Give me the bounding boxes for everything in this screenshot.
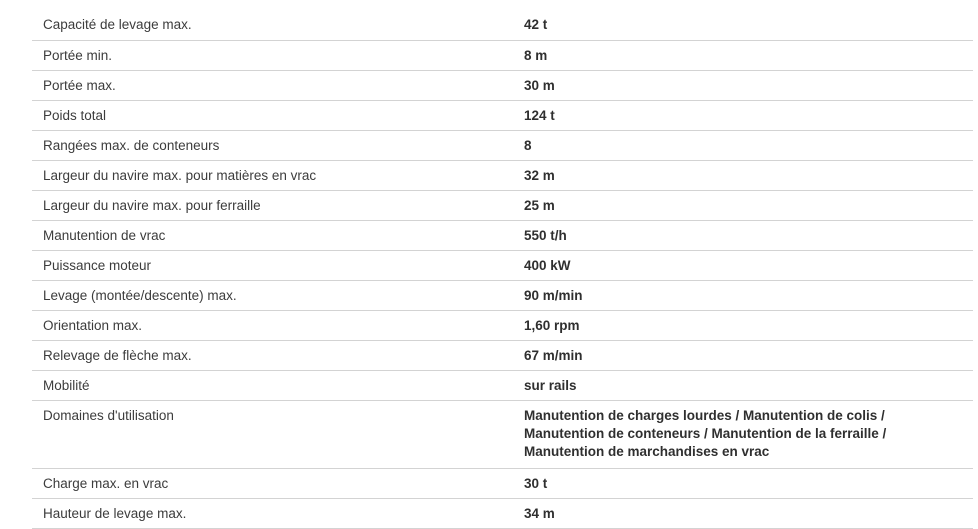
spec-value: 42 t — [513, 10, 973, 40]
spec-row — [32, 70, 973, 100]
spec-value: 67 m/min — [513, 340, 973, 370]
spec-row — [32, 400, 973, 468]
spec-row — [32, 310, 973, 340]
specifications-table — [32, 10, 973, 529]
spec-row — [32, 160, 973, 190]
spec-label: Portée min. — [32, 40, 513, 70]
spec-value: 32 m — [513, 160, 973, 190]
spec-label: Mobilité — [32, 370, 513, 400]
spec-row — [32, 220, 973, 250]
spec-label: Poids total — [32, 100, 513, 130]
spec-row — [32, 468, 973, 498]
spec-value: 550 t/h — [513, 220, 973, 250]
spec-label: Relevage de flèche max. — [32, 340, 513, 370]
spec-value: 90 m/min — [513, 280, 973, 310]
spec-label: Rangées max. de conteneurs — [32, 130, 513, 160]
spec-label: Hauteur de levage max. — [32, 498, 513, 528]
spec-row — [32, 190, 973, 220]
spec-row — [32, 130, 973, 160]
spec-label: Largeur du navire max. pour matières en vrac — [32, 160, 513, 190]
spec-row — [32, 100, 973, 130]
spec-label: Orientation max. — [32, 310, 513, 340]
spec-value: 1,60 rpm — [513, 310, 973, 340]
spec-label: Levage (montée/descente) max. — [32, 280, 513, 310]
spec-row — [32, 340, 973, 370]
spec-label: Portée max. — [32, 70, 513, 100]
spec-value-line: Manutention de charges lourdes / Manutention de colis / — [524, 407, 885, 423]
spec-value-line: Manutention de conteneurs / Manutention de la ferraille / — [524, 425, 887, 441]
spec-value: 124 t — [513, 100, 973, 130]
spec-value: 34 m — [513, 498, 973, 528]
spec-value: 25 m — [513, 190, 973, 220]
spec-label: Manutention de vrac — [32, 220, 513, 250]
spec-value: 400 kW — [513, 250, 973, 280]
spec-value: 30 m — [513, 70, 973, 100]
spec-label: Puissance moteur — [32, 250, 513, 280]
spec-value: 30 t — [513, 468, 973, 498]
spec-row — [32, 280, 973, 310]
spec-row — [32, 250, 973, 280]
spec-value-multiline — [513, 400, 973, 468]
spec-label: Largeur du navire max. pour ferraille — [32, 190, 513, 220]
spec-row — [32, 10, 973, 40]
spec-value-line: Manutention de marchandises en vrac — [524, 443, 770, 459]
spec-label: Charge max. en vrac — [32, 468, 513, 498]
spec-row — [32, 370, 973, 400]
spec-value: sur rails — [513, 370, 973, 400]
spec-label: Domaines d'utilisation — [32, 400, 513, 468]
spec-row — [32, 498, 973, 528]
spec-value: 8 — [513, 130, 973, 160]
spec-label: Capacité de levage max. — [32, 10, 513, 40]
spec-value: 8 m — [513, 40, 973, 70]
spec-row — [32, 40, 973, 70]
